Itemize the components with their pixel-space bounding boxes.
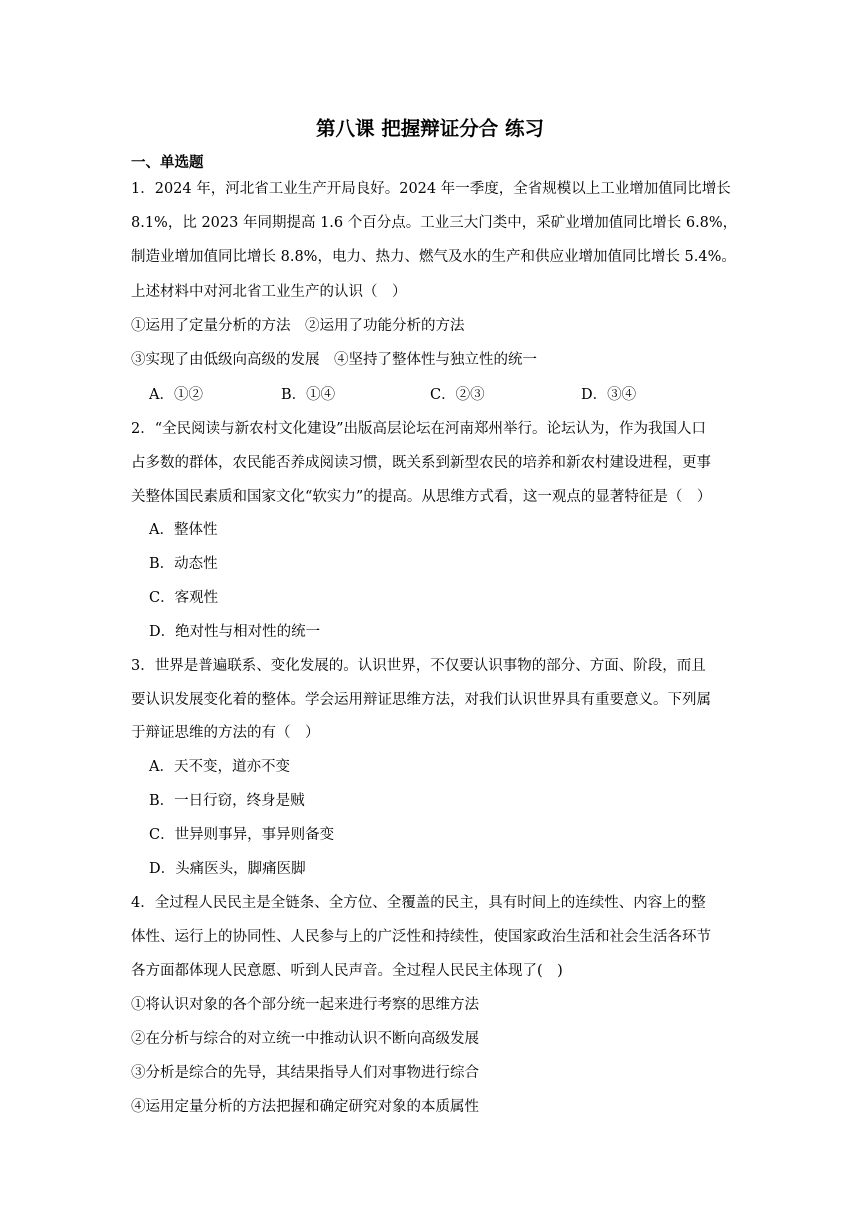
q4-line: 各方面都体现人民意愿、听到人民声音。全过程人民民主体现了( ): [131, 963, 563, 979]
page-title: 第八课 把握辩证分合 练习: [315, 117, 545, 140]
q3-option-c: C．世异则事异，事异则备变: [149, 827, 335, 843]
q4-statement: ②在分析与综合的对立统一中推动认识不断向高级发展: [131, 1031, 479, 1047]
section-heading: 一、单选题: [131, 155, 204, 171]
q1-option-d: D．③④: [581, 387, 637, 403]
q2-option-d: D．绝对性与相对性的统一: [149, 624, 321, 640]
q2-line: 2．“全民阅读与新农村文化建设”出版高层论坛在河南郑州举行。论坛认为，作为我国人口: [131, 421, 707, 437]
q1-statement: ③实现了由低级向高级的发展 ④坚持了整体性与独立性的统一: [131, 352, 537, 368]
q3-line: 3．世界是普遍联系、变化发展的。认识世界，不仅要认识事物的部分、方面、阶段，而且: [131, 658, 706, 674]
q1-statement: ①运用了定量分析的方法 ②运用了功能分析的方法: [131, 318, 465, 334]
q4-line: 体性、运行上的协同性、人民参与上的广泛性和持续性，使国家政治生活和社会生活各环节: [131, 929, 711, 945]
q1-option-b: B．①④: [281, 387, 336, 403]
q1-line: 上述材料中对河北省工业生产的认识（ ）: [131, 284, 407, 300]
q3-line: 于辩证思维的方法的有（ ）: [131, 725, 320, 741]
q4-statement: ④运用定量分析的方法把握和确定研究对象的本质属性: [131, 1099, 479, 1115]
q2-option-c: C．客观性: [149, 590, 219, 606]
q3-line: 要认识发展变化着的整体。学会运用辩证思维方法，对我们认识世界具有重要意义。下列属: [131, 692, 711, 708]
q1-option-c: C．②③: [430, 387, 485, 403]
q4-statement: ①将认识对象的各个部分统一起来进行考察的思维方法: [131, 997, 479, 1013]
q1-line: 8.1%，比 2023 年同期提高 1.6 个百分点。工业三大门类中，采矿业增加值同比增长 6.8%，: [131, 215, 738, 231]
q1-line: 制造业增加值同比增长 8.8%，电力、热力、燃气及水的生产和供应业增加值同比增长 5.4%。: [131, 249, 736, 265]
q2-option-a: A．整体性: [149, 522, 218, 538]
q1-line: 1．2024 年，河北省工业生产开局良好。2024 年一季度，全省规模以上工业增加值同比增长: [131, 181, 731, 197]
q3-option-b: B．一日行窃，终身是贼: [149, 793, 305, 809]
q1-option-a: A．①②: [149, 387, 203, 403]
q2-line: 占多数的群体，农民能否养成阅读习惯，既关系到新型农民的培养和新农村建设进程，更事: [131, 455, 711, 471]
q4-line: 4．全过程人民民主是全链条、全方位、全覆盖的民主，具有时间上的连续性、内容上的整: [131, 895, 706, 911]
q2-line: 关整体国民素质和国家文化“软实力”的提高。从思维方式看，这一观点的显著特征是（ ）: [131, 489, 712, 505]
q2-option-b: B．动态性: [149, 556, 218, 572]
q3-option-d: D．头痛医头，脚痛医脚: [149, 861, 306, 877]
q3-option-a: A．天不变，道亦不变: [149, 759, 290, 775]
q4-statement: ③分析是综合的先导，其结果指导人们对事物进行综合: [131, 1065, 479, 1081]
